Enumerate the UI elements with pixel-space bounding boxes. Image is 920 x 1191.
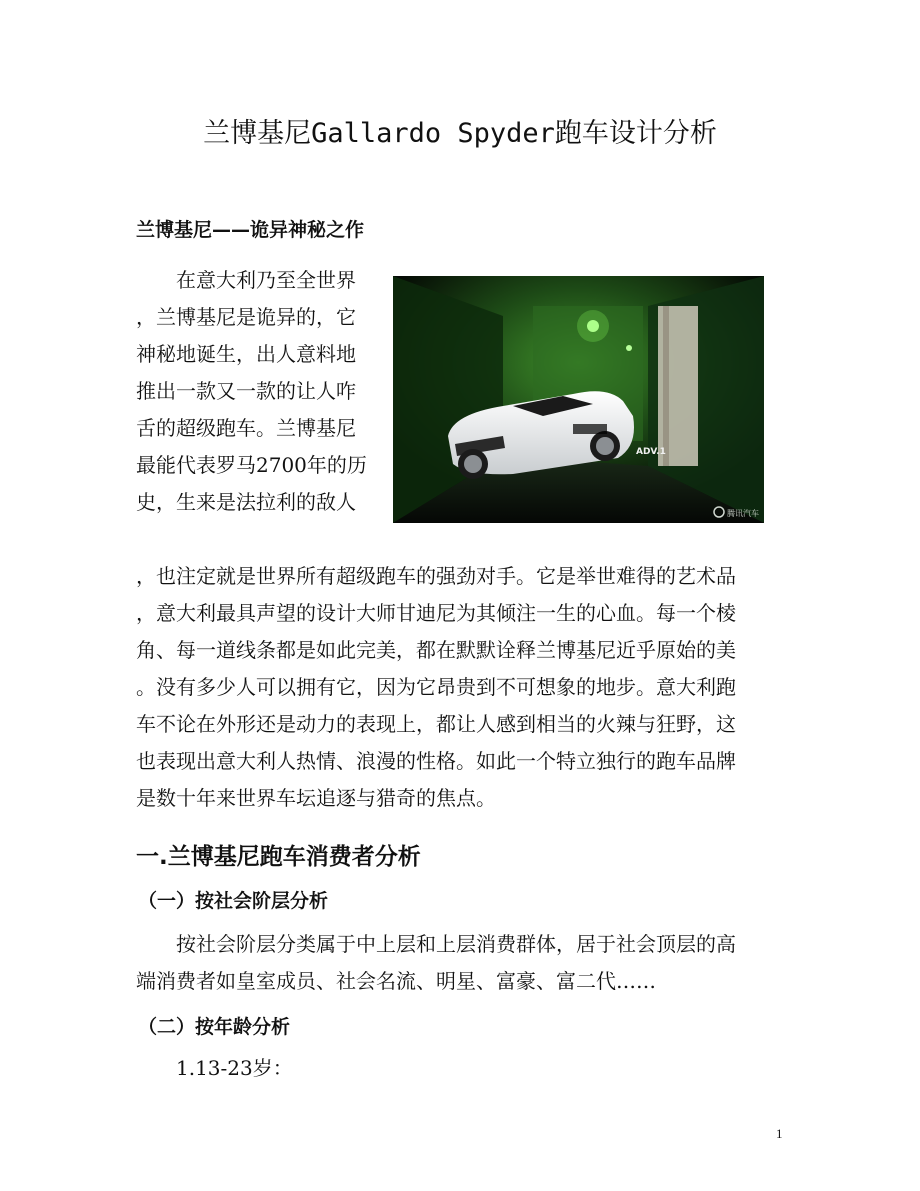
intro-full-paragraph xyxy=(136,558,768,817)
intro-line: 舌的超级跑车。兰博基尼 xyxy=(136,416,356,440)
document-title: 兰博基尼Gallardo Spyder跑车设计分析 xyxy=(203,118,717,149)
page-number: 1 xyxy=(776,1126,783,1141)
paragraph-line: 按社会阶层分类属于中上层和上层消费群体，居于社会顶层的高 xyxy=(176,932,736,956)
section-heading-consumer-analysis: 一.兰博基尼跑车消费者分析 xyxy=(136,844,421,870)
social-class-paragraph xyxy=(136,926,768,1000)
intro-line: 史，生来是法拉利的敌人 xyxy=(136,490,356,514)
intro-line: 神秘地诞生，出人意料地 xyxy=(136,342,356,366)
lamborghini-photo xyxy=(393,276,764,523)
intro-line: 。没有多少人可以拥有它，因为它昂贵到不可想象的地步。意大利跑 xyxy=(136,675,736,699)
intro-line: 车不论在外形还是动力的表现上，都让人感到相当的火辣与狂野，这 xyxy=(136,712,736,736)
age-item-paragraph xyxy=(136,1050,768,1087)
intro-wrapped-paragraph xyxy=(136,262,368,521)
paragraph-line: 端消费者如皇室成员、社会名流、明星、富豪、富二代…… xyxy=(136,969,656,993)
list-item: 1.13-23岁： xyxy=(176,1056,293,1080)
subtitle: 兰博基尼——诡异神秘之作 xyxy=(136,219,365,241)
photo-badge: ADV.1 xyxy=(636,447,666,457)
intro-line: 最能代表罗马2700年的历 xyxy=(136,453,367,477)
intro-line: ，兰博基尼是诡异的，它 xyxy=(136,305,356,329)
subsection-heading-age: （二）按年龄分析 xyxy=(138,1016,291,1038)
intro-line: 角、每一道线条都是如此完美，都在默默诠释兰博基尼近乎原始的美 xyxy=(136,638,736,662)
subsection-heading-social-class: （一）按社会阶层分析 xyxy=(138,890,329,912)
intro-line: 是数十年来世界车坛追逐与猎奇的焦点。 xyxy=(136,786,496,810)
photo-watermark: 腾讯汽车 xyxy=(727,509,759,518)
intro-line: 推出一款又一款的让人咋 xyxy=(136,379,356,403)
intro-line: 在意大利乃至全世界 xyxy=(176,268,356,292)
intro-line: ，也注定就是世界所有超级跑车的强劲对手。它是举世难得的艺术品 xyxy=(136,564,736,588)
intro-line: ，意大利最具声望的设计大师甘迪尼为其倾注一生的心血。每一个棱 xyxy=(136,601,736,625)
intro-line: 也表现出意大利人热情、浪漫的性格。如此一个特立独行的跑车品牌 xyxy=(136,749,736,773)
